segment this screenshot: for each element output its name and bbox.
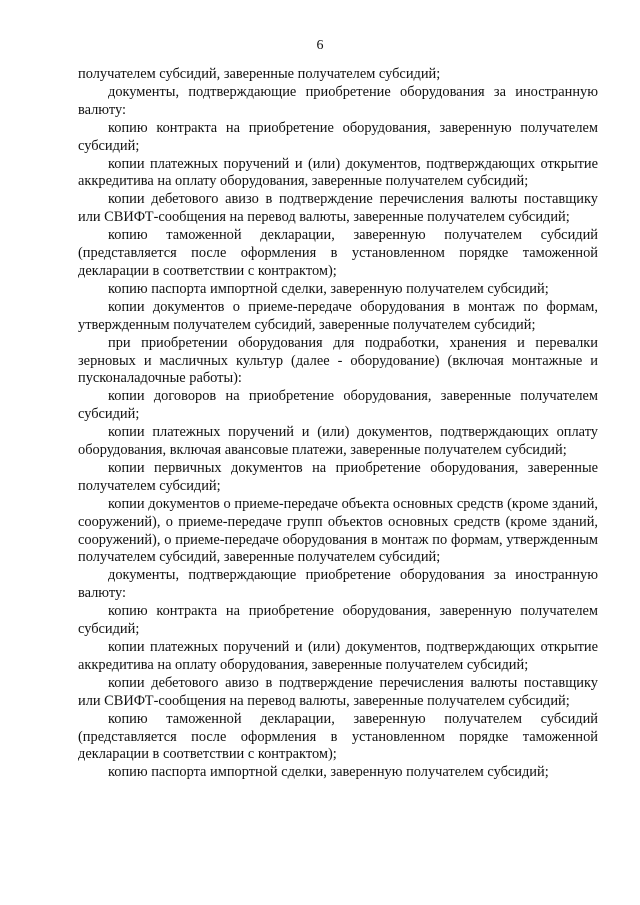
paragraph-payment-orders-2: копии платежных поручений и (или) документов, подтверждающих открытие аккредитива на оплату оборудования, заверенные получателем субсидий; [78, 639, 598, 673]
paragraph-customs-declaration-2: копию таможенной декларации, заверенную получателем субсидий (представляется после оформления в установленном порядке таможенной декларации в соответствии с контрактом); [78, 710, 598, 763]
paragraph-contract-copy-2: копию контракта на приобретение оборудования, заверенную получателем субсидий; [78, 603, 598, 638]
paragraph-debit-advice: копии дебетового авизо в подтверждение перечисления валюты поставщику или СВИФТ-сообщения на перевод валюты, заверенные получателем субсидий; [78, 191, 598, 226]
paragraph-fixed-assets-transfer: копии документов о приеме-передаче объекта основных средств (кроме зданий, сооружений), о приеме-передаче групп объектов основных средств (кроме зданий, сооружений), о приеме-передаче оборудования в монтаж по формам, утвержденным получателем субсидий, заверенные получателем субсидий; [78, 495, 598, 566]
paragraph-grain-equipment: при приобретении оборудования для подработки, хранения и перевалки зерновых и масличных культур (далее - оборудование) (включая монтажные и пусконаладочные работы): [78, 334, 598, 387]
paragraph-purchase-agreements: копии договоров на приобретение оборудования, заверенные получателем субсидий; [78, 388, 598, 423]
paragraph-import-passport: копию паспорта импортной сделки, заверенную получателем субсидий; [108, 280, 549, 297]
paragraph-debit-advice-2: копии дебетового авизо в подтверждение перечисления валюты поставщику или СВИФТ-сообщения на перевод валюты, заверенные получателем субсидий; [78, 674, 598, 709]
document-body [78, 66, 598, 782]
paragraph-continuation: получателем субсидий, заверенные получателем субсидий; [78, 66, 441, 82]
paragraph-contract-copy: копию контракта на приобретение оборудования, заверенную получателем субсидий; [78, 119, 598, 154]
paragraph-installation-transfer: копии документов о приеме-передаче оборудования в монтаж по формам, утвержденным получателем субсидий, заверенные получателем субсидий; [78, 298, 598, 333]
paragraph-customs-declaration: копию таможенной декларации, заверенную получателем субсидий (представляется после оформления в установленном порядке таможенной декларации в соответствии с контрактом); [78, 227, 598, 279]
paragraph-payment-orders: копии платежных поручений и (или) документов, подтверждающих открытие аккредитива на оплату оборудования, заверенные получателем субсидий; [78, 155, 598, 190]
paragraph-primary-documents: копии первичных документов на приобретение оборудования, заверенные получателем субсидий; [78, 459, 598, 494]
paragraph-foreign-currency-docs-2: документы, подтверждающие приобретение оборудования за иностранную валюту: [78, 567, 598, 602]
paragraph-payment-confirmation: копии платежных поручений и (или) документов, подтверждающих оплату оборудования, включая авансовые платежи, заверенные получателем субсидий; [78, 424, 598, 459]
paragraph-import-passport-2: копию паспорта импортной сделки, заверенную получателем субсидий; [108, 764, 549, 781]
paragraph-foreign-currency-docs: документы, подтверждающие приобретение оборудования за иностранную валюту: [78, 83, 598, 118]
page-number: 6 [316, 38, 324, 53]
